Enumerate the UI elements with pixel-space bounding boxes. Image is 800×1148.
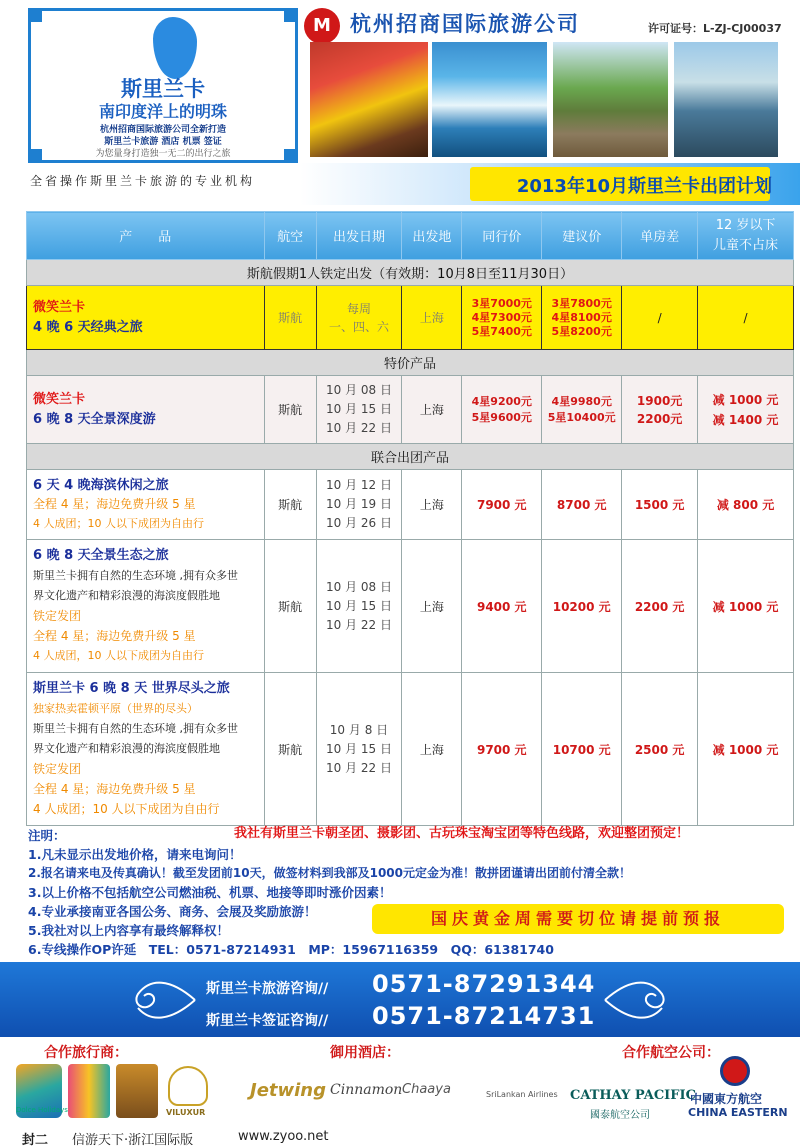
destination-tagline: 南印度洋上的明珠 [98, 102, 227, 121]
schedule-banner [300, 163, 800, 205]
tour-schedule-table [26, 211, 794, 826]
agency-label: 合作旅行商： [44, 1045, 128, 1061]
license-number: 许可证号：L-ZJ-CJ00037 [648, 22, 782, 35]
jetwing-logo: Jetwing [250, 1080, 327, 1101]
company-logo-icon: M [304, 8, 340, 44]
cathay-pacific-logo: CATHAY PACIFIC [570, 1088, 696, 1103]
notes-list [28, 826, 631, 959]
stilt-fishing-photo [674, 42, 778, 157]
col-single-supplement: 单房差 [622, 212, 698, 260]
note-item: 6.专线操作OP许延 TEL：0571-87214931 MP：15967116359 QQ：61381740 [28, 942, 554, 957]
table-header [27, 212, 794, 260]
col-from: 出发地 [402, 212, 462, 260]
visa-hotline-label: 斯里兰卡签证咨询// [206, 1013, 329, 1029]
srilankan-airlines-logo: SriLankan Airlines [486, 1090, 558, 1099]
note-item: 1.凡未显示出发地价格，请来电询问！ [28, 847, 242, 862]
travel-hotline-label: 斯里兰卡旅游咨询// [206, 981, 329, 997]
visa-hotline-number[interactable]: 0571-87214731 [372, 1002, 596, 1030]
company-name: 杭州招商国际旅游公司 [350, 12, 580, 36]
note-item: 4.专业承接南亚各国公务、商务、会展及奖励旅游！ [28, 904, 317, 919]
section-header: 联合出团产品 [27, 444, 794, 470]
dancer-photo [310, 42, 428, 157]
agency-logo-3 [116, 1064, 158, 1118]
left-ornament-icon [130, 968, 200, 1032]
page-label: 封二 [22, 1133, 49, 1148]
travel-hotline-number[interactable]: 0571-87291344 [372, 970, 596, 998]
card-line-1: 杭州招商国际旅游公司全新打造 [99, 125, 226, 135]
slogan: 全省操作斯里兰卡旅游的专业机构 [30, 174, 256, 188]
viluxur-logo-icon [168, 1066, 208, 1106]
destination-card [28, 8, 298, 163]
table-row: 微笑兰卡 4 晚 6 天经典之旅 斯航 每周 一、四、六 上海 3星7000元 4星7300元 5星7400元 3星7800元 4星8100元 5星8200元 / / [27, 286, 794, 350]
note-item: 5.我社对以上内容享有最终解释权！ [28, 923, 229, 938]
table-row: 6 天 4 晚海滨休闲之旅 全程 4 星；海边免费升级 5 星 4 人成团；10 人以下成团为自由行 斯航 10 月 12 日 10 月 19 日 10 月 26 日 上海 7900 元 8700 元 1500 元 减 800 元 [27, 470, 794, 540]
promo-text: 我社有斯里兰卡朝圣团、摄影团、古玩珠宝淘宝团等特色线路，欢迎整团预定！ [234, 826, 690, 841]
partners-section: 合作旅行商： 御用酒店： 合作航空公司： Dolce Holidays VILUXUR Jetwing Cinnamon Chaaya SriLankan Airlines CATHAY PACIFIC 國泰航空公司 中國東方航空 CHINA EASTERN [0, 1040, 800, 1125]
col-child: 12 岁以下 儿童不占床 [698, 212, 794, 260]
section-header: 斯航假期1人铁定出发（有效期：10月8日至11月30日） [27, 260, 794, 286]
table-row: 微笑兰卡 6 晚 8 天全景深度游 斯航 10 月 08 日 10 月 15 日 10 月 22 日 上海 4星9200元 5星9600元 4星9980元 5星10400元 1900元 2200元 减 1000 元 减 1400 元 [27, 376, 794, 444]
note-item: 2.报名请来电及传真确认！截至发团前10天，做签材料到我部及1000元定金为准！散拼团谨请出团前付清全款！ [28, 866, 632, 880]
surf-photo [432, 42, 547, 157]
banner-title: 2013年10月斯里兰卡出团计划 [516, 176, 772, 197]
col-suggest-price: 建议价 [542, 212, 622, 260]
note-item: 3.以上价格不包括航空公司燃油税、机票、地接等即时涨价因素！ [28, 885, 392, 900]
destination-title: 斯里兰卡 [121, 77, 205, 101]
site-link[interactable]: www.zyoo.net [238, 1129, 329, 1144]
sri-lanka-map-icon [153, 17, 197, 79]
section-header: 特价产品 [27, 350, 794, 376]
notes-title: 注明： [28, 828, 66, 843]
cinnamon-logo: Cinnamon [330, 1082, 403, 1098]
golden-week-notice: 国庆黄金周需要切位请提前预报 [372, 904, 784, 934]
card-line-2: 斯里兰卡旅游 酒店 机票 签证 [104, 137, 222, 147]
col-peer-price: 同行价 [462, 212, 542, 260]
footer [0, 1127, 800, 1147]
airline-label: 合作航空公司： [622, 1045, 720, 1061]
table-row: 6 晚 8 天全景生态之旅 斯里兰卡拥有自然的生态环境 ,拥有众多世 界文化遗产和精彩浪漫的海滨度假胜地 铁定发团 全程 4 星；海边免费升级 5 星 4 人成团，10 人以下成团为自由行 斯航 10 月 08 日 10 月 15 日 10 月 22 日 上海 9400 元 10200 元 2200 元 减 1000 元 [27, 540, 794, 673]
china-eastern-logo-icon [720, 1056, 750, 1086]
col-product: 产 品 [27, 212, 265, 260]
chaaya-logo: Chaaya [402, 1082, 451, 1097]
hotel-label: 御用酒店： [330, 1045, 400, 1061]
elephants-photo [553, 42, 668, 157]
right-ornament-icon [600, 968, 670, 1032]
brand-name: 信游天下·浙江国际版 [72, 1133, 194, 1148]
agency-logo-2 [68, 1064, 110, 1118]
col-date: 出发日期 [316, 212, 402, 260]
col-airline: 航空 [264, 212, 316, 260]
card-line-3: 为您量身打造独一无二的出行之旅 [95, 149, 231, 159]
hotline-bar [0, 962, 800, 1037]
table-row: 斯里兰卡 6 晚 8 天 世界尽头之旅 独家热卖霍顿平原（世界的尽头） 斯里兰卡拥有自然的生态环境 ,拥有众多世 界文化遗产和精彩浪漫的海滨度假胜地 铁定发团 全程 4 星；海边免费升级 5 星 4 人成团；10 人以下成团为自由行 斯航 10 月 8 日 10 月 15 日 10 月 22 日 上海 9700 元 10700 元 2500 元 减 1000 元 [27, 673, 794, 826]
